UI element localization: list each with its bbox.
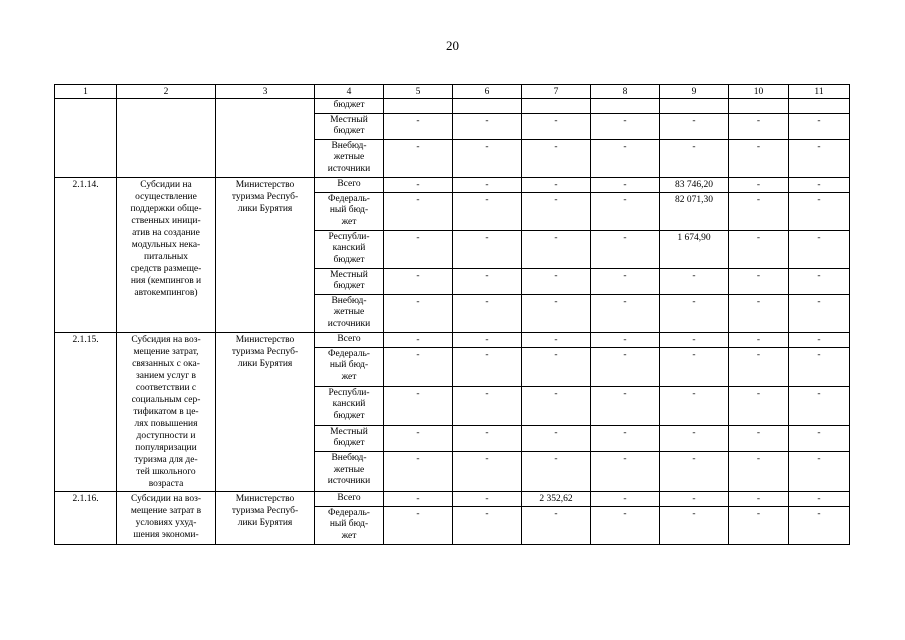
value-cell: -: [789, 177, 850, 192]
value-cell: -: [729, 192, 789, 230]
value-cell: -: [522, 294, 591, 332]
number-cell: [55, 99, 117, 178]
value-cell: -: [729, 139, 789, 177]
value-cell: -: [591, 230, 660, 268]
value-cell: -: [729, 268, 789, 294]
value-cell: -: [453, 452, 522, 491]
value-cell: -: [660, 491, 729, 506]
column-header: 1: [55, 85, 117, 99]
value-cell: -: [384, 425, 453, 452]
item-name-cell: Субсидии на воз- мещение затрат в условиях ухуд- шения экономи-: [117, 491, 216, 544]
value-cell: -: [729, 491, 789, 506]
value-cell: -: [591, 386, 660, 425]
value-cell: -: [384, 491, 453, 506]
value-cell: -: [789, 491, 850, 506]
value-cell: -: [789, 113, 850, 139]
item-number-cell: 2.1.14.: [55, 177, 117, 332]
value-cell: -: [453, 332, 522, 347]
value-cell: -: [729, 386, 789, 425]
funding-source-cell: Внебюд- жетные источники: [315, 139, 384, 177]
funding-source-cell: Внебюд- жетные источники: [315, 294, 384, 332]
funding-source-cell: Республи- канский бюджет: [315, 230, 384, 268]
value-cell: -: [591, 347, 660, 386]
value-cell: -: [453, 230, 522, 268]
value-cell: -: [384, 139, 453, 177]
value-cell: -: [453, 506, 522, 544]
value-cell: -: [522, 386, 591, 425]
value-cell: -: [522, 347, 591, 386]
value-cell: -: [453, 268, 522, 294]
value-cell: -: [384, 230, 453, 268]
value-cell: -: [591, 192, 660, 230]
value-cell: -: [384, 294, 453, 332]
funding-source-cell: Всего: [315, 491, 384, 506]
value-cell: -: [660, 113, 729, 139]
column-header-row: [55, 85, 850, 99]
value-cell: -: [591, 139, 660, 177]
funding-source-cell: Федераль- ный бюд- жет: [315, 347, 384, 386]
value-cell: -: [789, 139, 850, 177]
value-cell: [729, 99, 789, 114]
table-row: [55, 332, 850, 347]
executor-cell: Министерство туризма Респуб- лики Бурятия: [216, 491, 315, 544]
funding-source-cell: Республи- канский бюджет: [315, 386, 384, 425]
value-cell: -: [591, 268, 660, 294]
value-cell: -: [384, 386, 453, 425]
funding-source-cell: Местный бюджет: [315, 113, 384, 139]
value-cell: -: [522, 192, 591, 230]
value-cell: -: [384, 332, 453, 347]
value-cell: -: [729, 425, 789, 452]
value-cell: -: [384, 347, 453, 386]
value-cell: -: [384, 177, 453, 192]
item-number-cell: 2.1.15.: [55, 332, 117, 491]
value-cell: -: [729, 230, 789, 268]
value-cell: -: [384, 506, 453, 544]
value-cell: -: [522, 113, 591, 139]
value-cell: [660, 99, 729, 114]
value-cell: 83 746,20: [660, 177, 729, 192]
value-cell: -: [453, 113, 522, 139]
funding-source-cell: Всего: [315, 177, 384, 192]
value-cell: [522, 99, 591, 114]
value-cell: -: [660, 332, 729, 347]
value-cell: -: [660, 452, 729, 491]
value-cell: -: [384, 113, 453, 139]
funding-source-cell: Федераль- ный бюд- жет: [315, 192, 384, 230]
value-cell: -: [591, 113, 660, 139]
value-cell: -: [591, 506, 660, 544]
value-cell: -: [789, 425, 850, 452]
column-header: 8: [591, 85, 660, 99]
table-row: [55, 177, 850, 192]
column-header: 7: [522, 85, 591, 99]
funding-source-cell: Местный бюджет: [315, 268, 384, 294]
funding-source-cell: Внебюд- жетные источники: [315, 452, 384, 491]
value-cell: -: [729, 294, 789, 332]
value-cell: -: [453, 425, 522, 452]
value-cell: -: [789, 332, 850, 347]
value-cell: -: [522, 425, 591, 452]
value-cell: -: [729, 332, 789, 347]
column-header: 6: [453, 85, 522, 99]
value-cell: -: [522, 230, 591, 268]
item-number-cell: 2.1.16.: [55, 491, 117, 544]
value-cell: -: [453, 347, 522, 386]
value-cell: -: [522, 268, 591, 294]
page-number: 20: [446, 38, 459, 53]
value-cell: -: [729, 347, 789, 386]
value-cell: 1 674,90: [660, 230, 729, 268]
value-cell: -: [591, 177, 660, 192]
value-cell: [453, 99, 522, 114]
value-cell: -: [591, 332, 660, 347]
value-cell: -: [789, 347, 850, 386]
column-header: 2: [117, 85, 216, 99]
value-cell: -: [522, 139, 591, 177]
value-cell: -: [522, 506, 591, 544]
executor-cell: Министерство туризма Респуб- лики Бурятия: [216, 177, 315, 332]
value-cell: [789, 99, 850, 114]
item-name-cell: Субсидии на осуществление поддержки обще- ственных иници- атив на создание модульных нека- питальных средств размеще- ния (кемпингов и автокемпингов): [117, 177, 216, 332]
funding-source-cell: Местный бюджет: [315, 425, 384, 452]
value-cell: -: [660, 386, 729, 425]
value-cell: -: [660, 506, 729, 544]
value-cell: -: [660, 268, 729, 294]
column-header: 4: [315, 85, 384, 99]
value-cell: -: [384, 268, 453, 294]
value-cell: -: [789, 506, 850, 544]
executor-cell: Министерство туризма Респуб- лики Бурятия: [216, 332, 315, 491]
value-cell: -: [729, 506, 789, 544]
value-cell: -: [591, 452, 660, 491]
column-header: 11: [789, 85, 850, 99]
value-cell: -: [729, 113, 789, 139]
value-cell: -: [453, 139, 522, 177]
table-row: [55, 491, 850, 506]
value-cell: -: [453, 294, 522, 332]
column-header: 3: [216, 85, 315, 99]
name-cell: [117, 99, 216, 178]
value-cell: -: [789, 230, 850, 268]
value-cell: -: [660, 425, 729, 452]
value-cell: -: [522, 332, 591, 347]
value-cell: -: [789, 452, 850, 491]
value-cell: -: [591, 294, 660, 332]
value-cell: -: [660, 139, 729, 177]
funding-source-cell: бюджет: [315, 99, 384, 114]
value-cell: [591, 99, 660, 114]
value-cell: -: [522, 452, 591, 491]
column-header: 5: [384, 85, 453, 99]
value-cell: -: [729, 177, 789, 192]
table-body: [55, 85, 850, 545]
budget-table: [54, 84, 850, 545]
funding-source-cell: Всего: [315, 332, 384, 347]
funding-source-cell: Федераль- ный бюд- жет: [315, 506, 384, 544]
value-cell: -: [384, 452, 453, 491]
value-cell: -: [453, 192, 522, 230]
value-cell: -: [384, 192, 453, 230]
value-cell: -: [789, 268, 850, 294]
table-row: [55, 99, 850, 114]
value-cell: -: [453, 177, 522, 192]
column-header: 9: [660, 85, 729, 99]
value-cell: -: [453, 386, 522, 425]
value-cell: -: [522, 177, 591, 192]
executor-cell: [216, 99, 315, 178]
value-cell: -: [591, 491, 660, 506]
value-cell: -: [789, 192, 850, 230]
value-cell: 82 071,30: [660, 192, 729, 230]
value-cell: -: [789, 386, 850, 425]
column-header: 10: [729, 85, 789, 99]
value-cell: [384, 99, 453, 114]
value-cell: -: [660, 294, 729, 332]
value-cell: -: [453, 491, 522, 506]
value-cell: -: [591, 425, 660, 452]
value-cell: -: [660, 347, 729, 386]
value-cell: 2 352,62: [522, 491, 591, 506]
item-name-cell: Субсидия на воз- мещение затрат, связанных с ока- занием услуг в соответствии с социальным сер- тификатом в це- лях повышения доступности и популяризации туризма для де- тей школьного возраста: [117, 332, 216, 491]
value-cell: -: [729, 452, 789, 491]
value-cell: -: [789, 294, 850, 332]
